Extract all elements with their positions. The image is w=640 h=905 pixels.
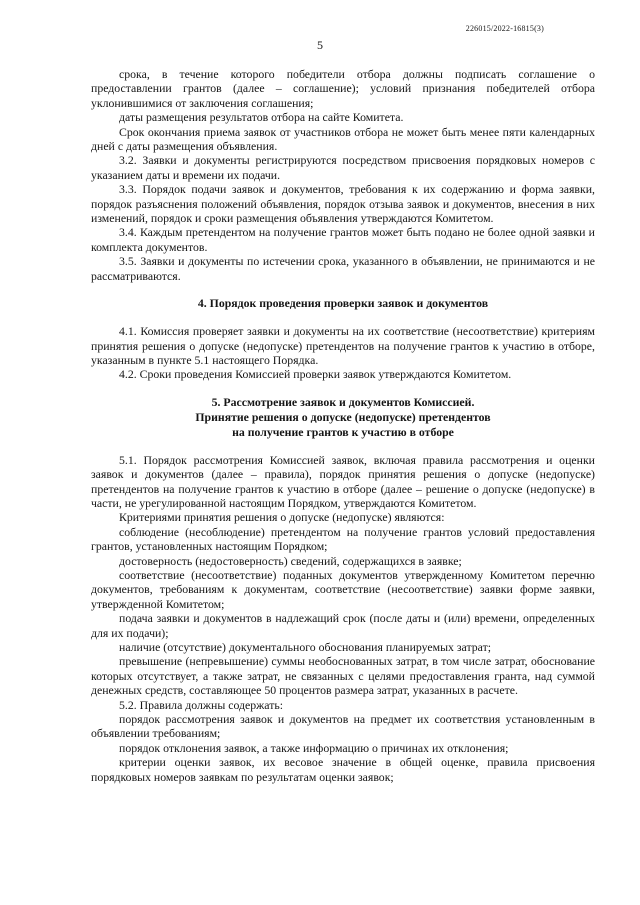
- document-registration-number: 226015/2022-16815(3): [465, 24, 544, 33]
- paragraph: срока, в течение которого победители отбора должны подписать соглашение о предоставлении грантов (далее – соглашение); условий признания победителей отбора уклонившимися от заключения соглашения;: [91, 67, 595, 110]
- paragraph: 3.2. Заявки и документы регистрируются посредством присвоения порядковых номеров с указанием даты и времени их подачи.: [91, 153, 595, 182]
- paragraph: критерии оценки заявок, их весовое значение в общей оценке, правила присвоения порядковых номеров заявкам по результатам оценки заявок;: [91, 755, 595, 784]
- section-5-heading-line-3: на получение грантов к участию в отборе: [232, 424, 454, 439]
- paragraph: даты размещения результатов отбора на сайте Комитета.: [119, 110, 404, 125]
- paragraph: 5.1. Порядок рассмотрения Комиссией заявок, включая правила рассмотрения и оценки заявок и документов (далее – правила), порядок принятия решения о допуске (недопуске) претендентов на получение грантов к участию в отборе (далее – решение о допуске (недопуске) в части, не урегулированной настоящим Порядком, утверждаются Комитетом.: [91, 452, 595, 510]
- paragraph: подача заявки и документов в надлежащий срок (после даты и (или) времени, определенных для их подачи);: [91, 611, 595, 640]
- paragraph: 3.4. Каждым претендентом на получение грантов может быть подано не более одной заявки и комплекта документов.: [91, 225, 595, 254]
- paragraph: соответствие (несоответствие) поданных документов утвержденному Комитетом перечню документов, требованиям к документам, соответствие (несоответствие) заявки форме заявки, утвержденной Комитетом;: [91, 567, 595, 611]
- paragraph: соблюдение (несоблюдение) претендентом на получение грантов условий предоставления грантов, установленных настоящим Порядком;: [91, 524, 595, 554]
- paragraph: достоверность (недостоверность) сведений, содержащихся в заявке;: [119, 553, 462, 568]
- section-5-heading-line-2: Принятие решения о допуске (недопуске) претендентов: [195, 409, 491, 424]
- paragraph: порядок отклонения заявок, а также информацию о причинах их отклонения;: [119, 740, 509, 755]
- paragraph: Критериями принятия решения о допуске (недопуске) являются:: [119, 510, 445, 525]
- paragraph: 4.1. Комиссия проверяет заявки и документы на их соответствие (несоответствие) критериям принятия решения о допуске (недопуске) претендентов на получение грантов к участию в отборе, указанным в пункте 5.1 настоящего Порядка.: [91, 324, 595, 367]
- paragraph: 3.3. Порядок подачи заявок и документов, требования к их содержанию и форма заявки, порядок разъяснения положений объявления, порядок отзыва заявок и документов, внесения в них изменений, порядок и сроки размещения объявления утверждаются Комитетом.: [91, 182, 595, 226]
- paragraph: наличие (отсутствие) документального обоснования планируемых затрат;: [119, 640, 492, 654]
- section-5-heading-line-1: 5. Рассмотрение заявок и документов Комиссией.: [211, 394, 475, 409]
- paragraph: Срок окончания приема заявок от участников отбора не может быть менее пяти календарных дней с даты размещения объявления.: [91, 124, 595, 154]
- paragraph: 3.5. Заявки и документы по истечении срока, указанного в объявлении, не принимаются и не рассматриваются.: [91, 254, 595, 283]
- paragraph: 4.2. Сроки проведения Комиссией проверки заявок утверждаются Комитетом.: [119, 367, 512, 382]
- paragraph: 5.2. Правила должны содержать:: [119, 697, 284, 712]
- paragraph: порядок рассмотрения заявок и документов на предмет их соответствия установленным в объявлении требованиям;: [91, 712, 595, 741]
- paragraph: превышение (непревышение) суммы необоснованных затрат, в том числе затрат, обоснование которых отсутствует, а также затрат, не связанных с целями предоставления гранта, над суммой денежных средств, составляющее 50 процентов размера затрат, указанных в расчете.: [91, 654, 595, 698]
- document-body: [91, 67, 595, 784]
- page-number: 5: [317, 38, 323, 52]
- section-4-heading: 4. Порядок проведения проверки заявок и документов: [197, 296, 489, 311]
